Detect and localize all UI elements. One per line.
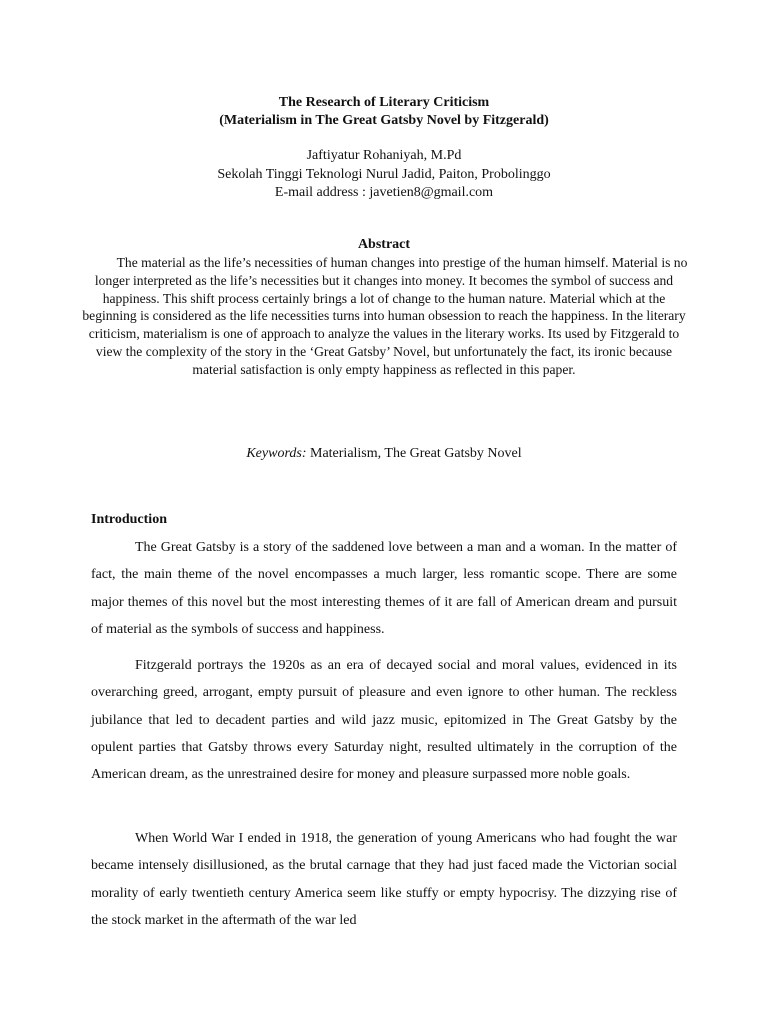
keywords-text: Materialism, The Great Gatsby Novel xyxy=(310,446,522,461)
intro-paragraph-3: When World War I ended in 1918, the generation of young Americans who had fought the war became intensely disillusioned, as the brutal carnage that they had just faced made the Victorian social morality of early twentieth century America seem like stuffy or empty hypocrisy. The dizzying rise of the stock market in the aftermath of the war led xyxy=(91,831,677,928)
author-name: Jaftiyatur Rohaniyah, M.Pd xyxy=(306,148,462,163)
title-line-1: The Research of Literary Criticism xyxy=(278,95,490,110)
author-email: E-mail address : javetien8@gmail.com xyxy=(274,185,494,200)
introduction-heading: Introduction xyxy=(91,512,167,527)
keywords-label: Keywords: xyxy=(246,446,307,461)
keywords-line xyxy=(60,445,708,463)
intro-paragraph-1: The Great Gatsby is a story of the saddened love between a man and a woman. In the matter of fact, the main theme of the novel encompasses a much larger, less romantic scope. There are some major themes of this novel but the most interesting themes of it are fall of American dream and pursuit of material as the symbols of success and happiness. xyxy=(91,540,677,637)
title-line-2: (Materialism in The Great Gatsby Novel by Fitzgerald) xyxy=(219,113,549,128)
paper-title xyxy=(60,94,708,130)
author-info xyxy=(60,147,708,203)
abstract-text: The material as the life’s necessities of human changes into prestige of the human himself. Material is no longer interpreted as the life’s necessities but it changes into money. It becomes the symbol of success and happiness. This shift process certainly brings a lot of change to the human nature. Material which at the beginning is considered as the life necessities turns into human obsession to reach the happiness. In the literary criticism, materialism is one of approach to analyze the values in the literary works. Its used by Fitzgerald to view the complexity of the story in the ‘Great Gatsby’ Novel, but unfortunately the fact, its ironic because material satisfaction is only empty happiness as reflected in this paper. xyxy=(82,255,688,377)
abstract-heading: Abstract xyxy=(357,237,411,252)
author-affiliation: Sekolah Tinggi Teknologi Nurul Jadid, Paiton, Probolinggo xyxy=(217,166,551,182)
intro-paragraph-2: Fitzgerald portrays the 1920s as an era of decayed social and moral values, evidenced in its overarching greed, arrogant, empty pursuit of pleasure and even ignore to other human. The reckless jubilance that led to decadent parties and wild jazz music, epitomized in The Great Gatsby by the opulent parties that Gatsby throws every Saturday night, resulted ultimately in the corruption of the American dream, as the unrestrained desire for money and pleasure surpassed more noble goals. xyxy=(91,658,677,783)
